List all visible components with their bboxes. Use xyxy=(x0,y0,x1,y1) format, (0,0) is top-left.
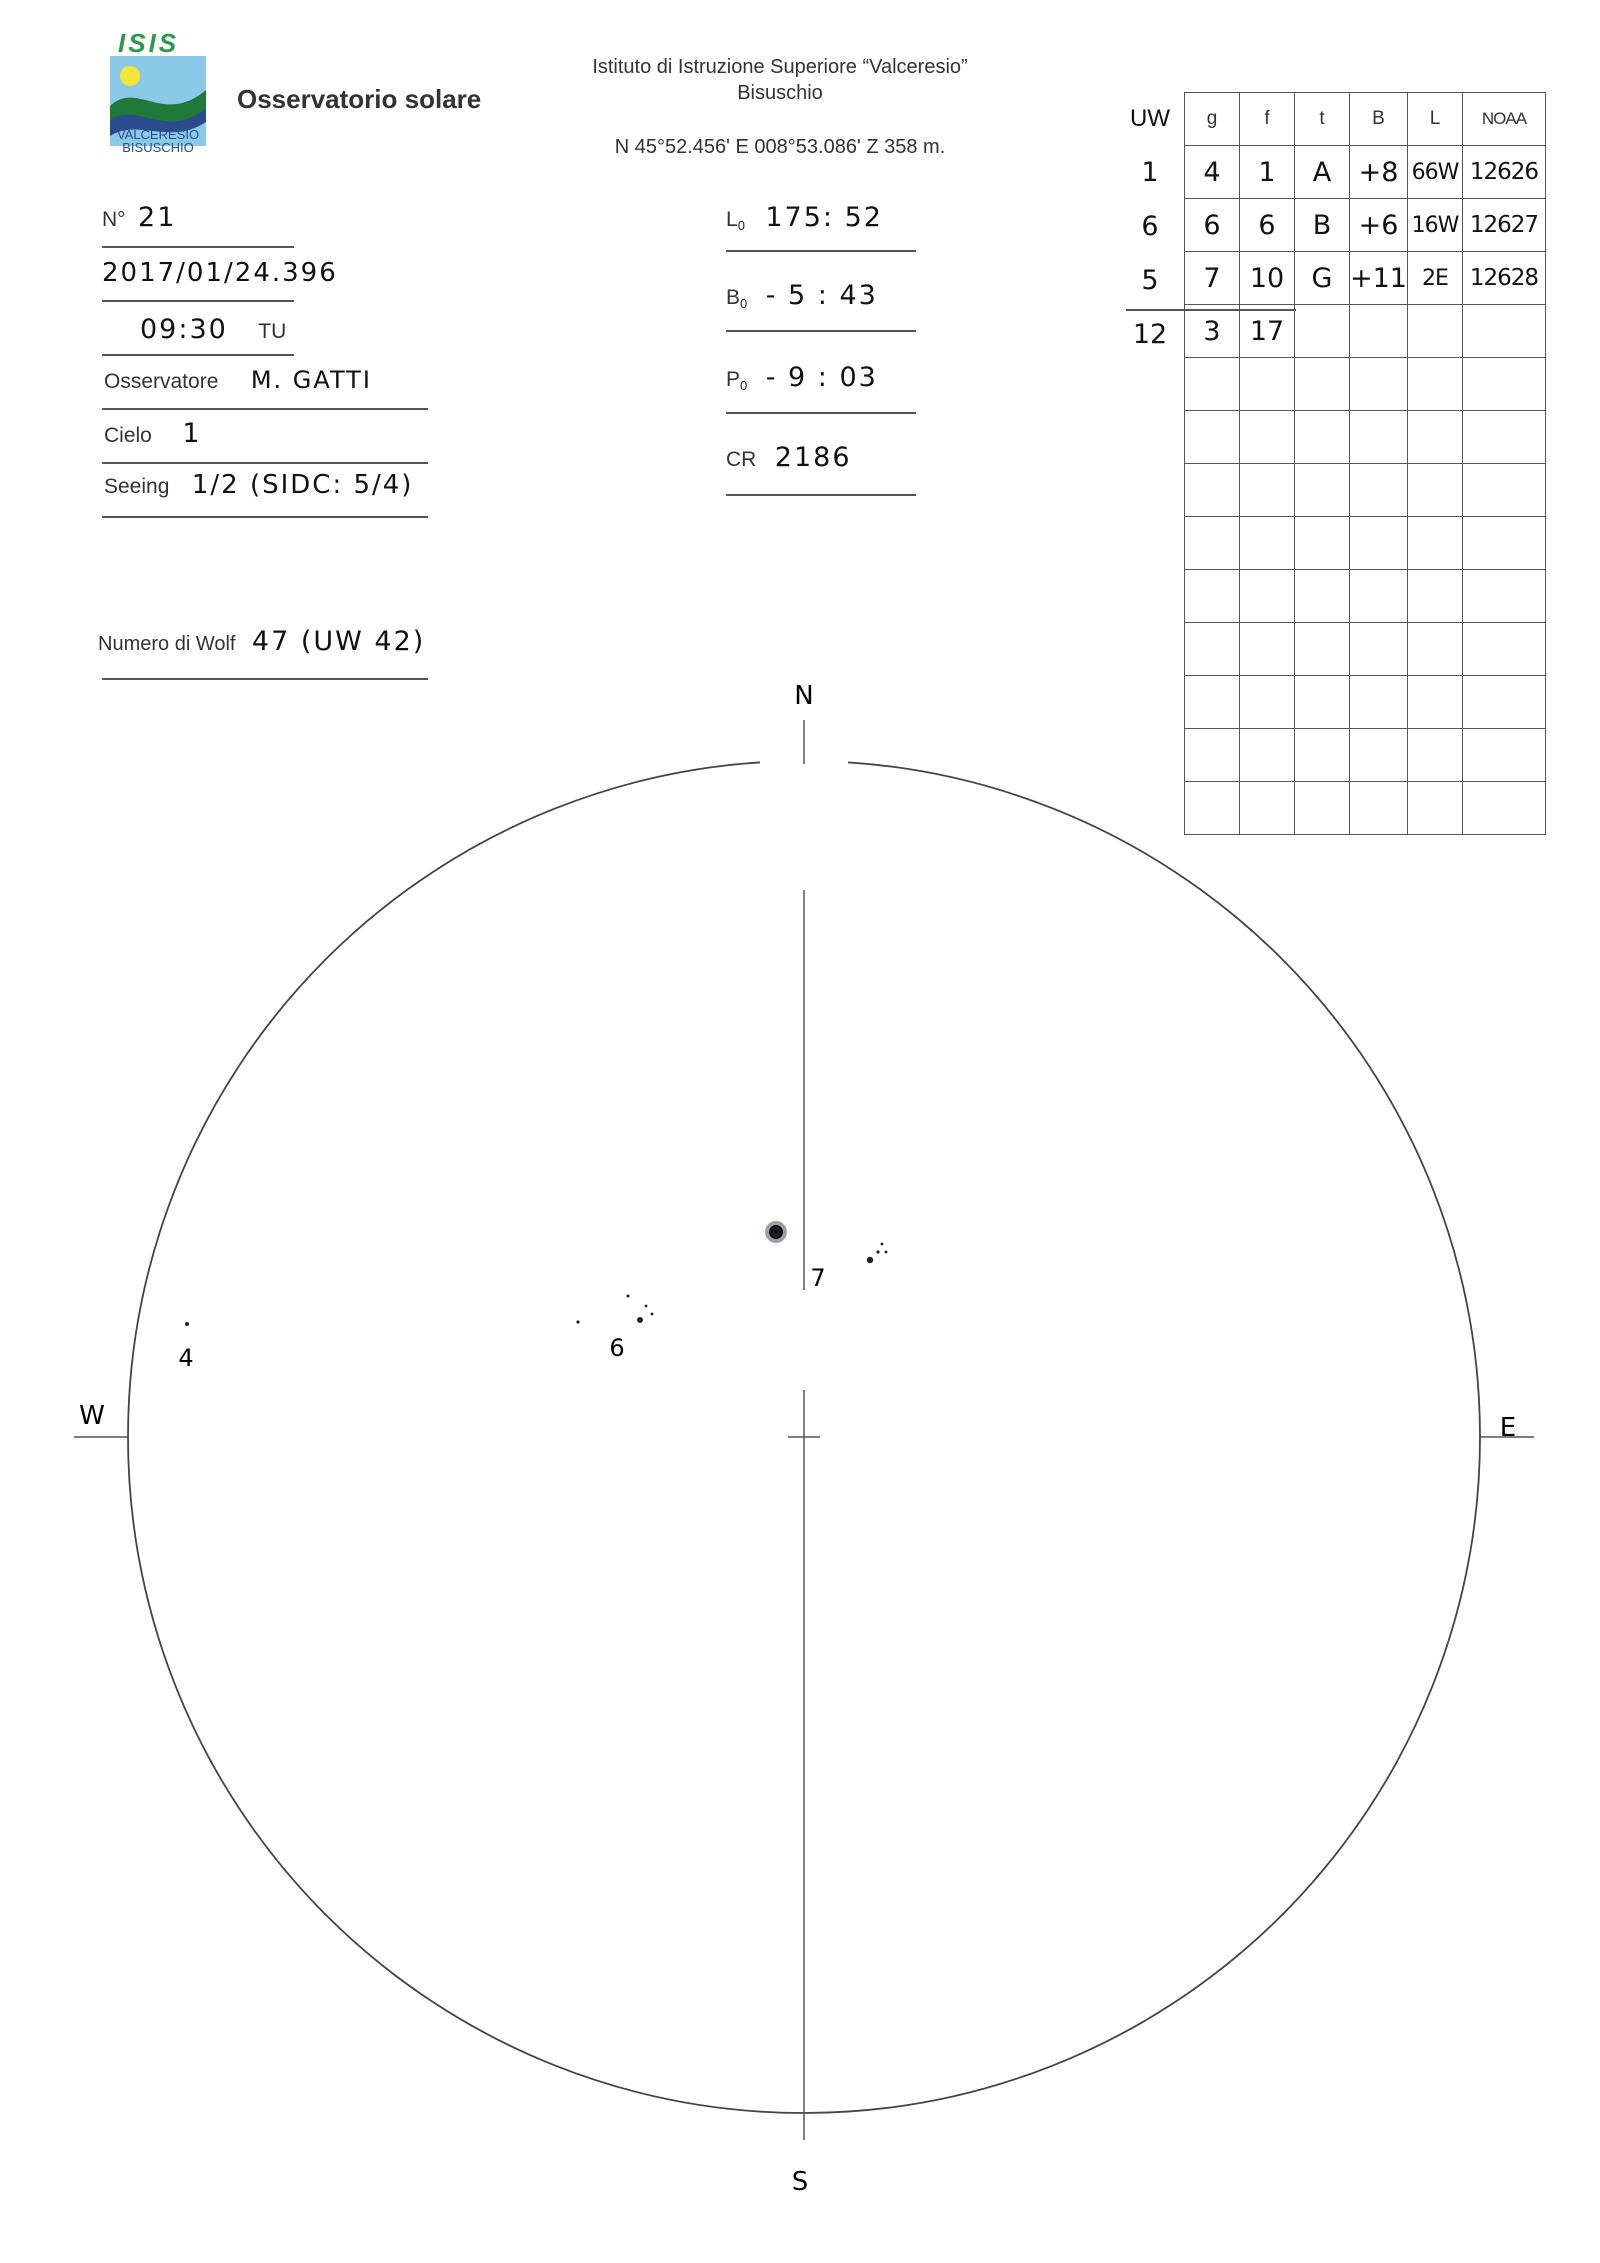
observatory-coordinates: N 45°52.456' E 008°53.086' Z 358 m. xyxy=(614,136,946,158)
logo-caption-line1: VALCERESIO xyxy=(116,127,200,142)
empty-cell xyxy=(1295,464,1350,517)
empty-cell xyxy=(1462,305,1545,358)
logo-sun xyxy=(120,66,140,86)
cell-t: B xyxy=(1295,199,1350,252)
empty-cell xyxy=(1185,411,1240,464)
cell-b: +11 xyxy=(1350,252,1408,305)
observer-label: Osservatore xyxy=(104,370,219,393)
l0-label: L xyxy=(726,208,738,231)
seeing-underline xyxy=(102,516,428,518)
l0-value: 175: 52 xyxy=(765,202,883,233)
empty-cell xyxy=(1350,570,1408,623)
empty-table-row xyxy=(1185,570,1546,623)
time-field xyxy=(140,314,286,345)
cell-f: 10 xyxy=(1240,252,1295,305)
empty-cell xyxy=(1240,464,1295,517)
cell-t: G xyxy=(1295,252,1350,305)
observer-underline xyxy=(102,408,428,410)
uw-value: 5 xyxy=(1141,265,1159,296)
west-label: W xyxy=(79,1401,105,1431)
cell-l: 16W xyxy=(1407,199,1462,252)
sunspot xyxy=(576,1320,579,1323)
number-label: N° xyxy=(102,208,126,231)
sunspot-umbra xyxy=(769,1225,783,1239)
time-underline xyxy=(102,354,294,356)
empty-cell xyxy=(1185,517,1240,570)
empty-cell xyxy=(1350,464,1408,517)
cr-field xyxy=(726,442,852,473)
north-label: N xyxy=(794,681,814,711)
uw-column xyxy=(1120,92,1180,362)
sunspot xyxy=(627,1295,630,1298)
number-value: 21 xyxy=(138,202,177,233)
empty-cell xyxy=(1407,411,1462,464)
cr-value: 2186 xyxy=(774,442,852,473)
sunspot xyxy=(637,1317,643,1323)
logo-caption xyxy=(108,128,208,154)
solar-disk-drawing xyxy=(0,660,1600,2263)
cell-noaa: 12628 xyxy=(1462,252,1545,305)
total-f: 17 xyxy=(1240,305,1295,358)
axis-gap-center xyxy=(760,1290,848,1390)
total-g: 3 xyxy=(1185,305,1240,358)
observer-field xyxy=(104,366,372,394)
institute-town: Bisuschio xyxy=(737,82,823,104)
cell-l: 2E xyxy=(1407,252,1462,305)
empty-cell xyxy=(1407,305,1462,358)
empty-cell xyxy=(1407,358,1462,411)
empty-cell xyxy=(1295,358,1350,411)
cell-t: A xyxy=(1295,146,1350,199)
time-value: 09:30 xyxy=(140,314,228,345)
empty-cell xyxy=(1350,411,1408,464)
cr-label: CR xyxy=(726,448,757,471)
empty-cell xyxy=(1407,517,1462,570)
empty-cell xyxy=(1240,517,1295,570)
cell-f: 1 xyxy=(1240,146,1295,199)
empty-table-row xyxy=(1185,517,1546,570)
empty-cell xyxy=(1350,358,1408,411)
logo-brand: ISIS xyxy=(118,28,180,58)
uw-value: 1 xyxy=(1141,157,1159,188)
sunspot xyxy=(185,1322,189,1326)
seeing-value: 1/2 (SIDC: 5/4) xyxy=(191,470,414,500)
empty-cell xyxy=(1185,570,1240,623)
empty-table-row xyxy=(1185,464,1546,517)
cell-f: 6 xyxy=(1240,199,1295,252)
sunspot xyxy=(867,1257,873,1263)
sunspot xyxy=(885,1251,888,1254)
empty-cell xyxy=(1295,570,1350,623)
empty-table-row xyxy=(1185,411,1546,464)
table-row xyxy=(1185,146,1546,199)
logo-caption-line2: BISUSCHIO xyxy=(122,140,194,155)
table-totals-row xyxy=(1185,305,1546,358)
cell-noaa: 12627 xyxy=(1462,199,1545,252)
uw-header: UW xyxy=(1130,105,1170,132)
empty-cell xyxy=(1407,570,1462,623)
empty-cell xyxy=(1350,305,1408,358)
b0-value: - 5 : 43 xyxy=(765,280,878,311)
observer-value: M. GATTI xyxy=(250,366,372,394)
l0-underline xyxy=(726,250,916,252)
p0-underline xyxy=(726,412,916,414)
p0-sub: 0 xyxy=(740,378,748,394)
uw-value: 6 xyxy=(1141,211,1159,242)
b0-label: B xyxy=(726,286,741,309)
p0-label: P xyxy=(726,368,741,391)
p0-value: - 9 : 03 xyxy=(765,362,878,393)
table-row xyxy=(1185,199,1546,252)
empty-cell xyxy=(1462,570,1545,623)
empty-cell xyxy=(1295,517,1350,570)
empty-cell xyxy=(1185,464,1240,517)
cell-noaa: 12626 xyxy=(1462,146,1545,199)
empty-cell xyxy=(1462,517,1545,570)
cell-b: +8 xyxy=(1350,146,1408,199)
number-underline xyxy=(102,246,294,248)
number-field xyxy=(102,202,176,233)
header-t: t xyxy=(1295,93,1350,146)
empty-cell xyxy=(1407,464,1462,517)
cell-g: 7 xyxy=(1185,252,1240,305)
sky-field xyxy=(104,418,202,449)
sunspot xyxy=(881,1243,884,1246)
empty-cell xyxy=(1240,570,1295,623)
sky-label: Cielo xyxy=(104,424,152,447)
observatory-title: Osservatorio solare xyxy=(237,84,482,114)
cell-b: +6 xyxy=(1350,199,1408,252)
table-header-row xyxy=(1185,93,1546,146)
east-label: E xyxy=(1499,1413,1517,1443)
sunspot xyxy=(876,1250,879,1253)
table-row xyxy=(1185,252,1546,305)
wolf-field xyxy=(98,626,425,657)
empty-cell xyxy=(1240,411,1295,464)
time-unit: TU xyxy=(258,320,287,343)
date-value: 2017/01/24.396 xyxy=(102,258,338,288)
header-g: g xyxy=(1185,93,1240,146)
uw-total: 12 xyxy=(1132,319,1168,350)
sunspot xyxy=(645,1305,648,1308)
wolf-label: Numero di Wolf xyxy=(98,633,236,655)
b0-field xyxy=(726,280,878,311)
empty-cell xyxy=(1295,305,1350,358)
seeing-label: Seeing xyxy=(104,475,170,498)
header-noaa: NOAA xyxy=(1462,93,1545,146)
cell-g: 4 xyxy=(1185,146,1240,199)
empty-cell xyxy=(1185,358,1240,411)
group-label-4: 4 xyxy=(178,1344,194,1372)
b0-underline xyxy=(726,330,916,332)
empty-cell xyxy=(1350,517,1408,570)
l0-sub: 0 xyxy=(737,218,745,234)
date-underline xyxy=(102,300,294,302)
south-label: S xyxy=(791,2167,809,2197)
seeing-field xyxy=(104,470,413,500)
header-f: f xyxy=(1240,93,1295,146)
b0-sub: 0 xyxy=(740,296,748,312)
cell-l: 66W xyxy=(1407,146,1462,199)
sky-underline xyxy=(102,462,428,464)
institute-name: Istituto di Istruzione Superiore “Valceresio” xyxy=(592,56,968,78)
empty-cell xyxy=(1240,358,1295,411)
empty-table-row xyxy=(1185,358,1546,411)
empty-cell xyxy=(1462,411,1545,464)
empty-cell xyxy=(1295,411,1350,464)
empty-cell xyxy=(1462,464,1545,517)
p0-field xyxy=(726,362,878,393)
l0-field xyxy=(726,202,883,233)
cell-g: 6 xyxy=(1185,199,1240,252)
header-l: L xyxy=(1407,93,1462,146)
header-b: B xyxy=(1350,93,1408,146)
sunspot xyxy=(651,1313,654,1316)
wolf-value: 47 (UW 42) xyxy=(251,626,426,657)
cr-underline xyxy=(726,494,916,496)
group-label-6: 6 xyxy=(609,1334,625,1362)
group-label-7: 7 xyxy=(810,1264,826,1292)
sky-value: 1 xyxy=(182,418,202,449)
empty-cell xyxy=(1462,358,1545,411)
